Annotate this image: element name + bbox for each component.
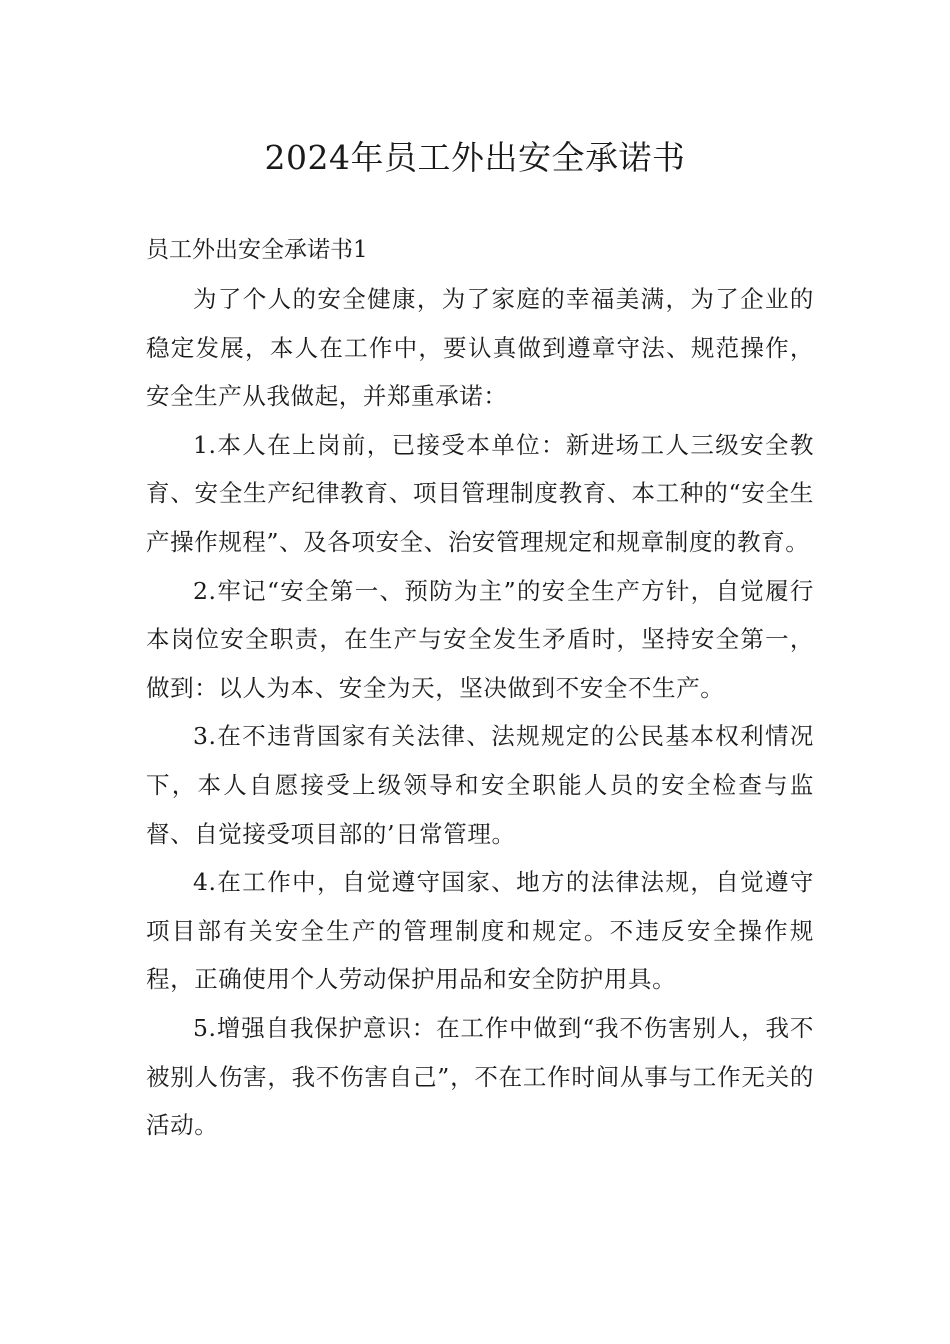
section-heading: 员工外出安全承诺书1 <box>146 237 368 263</box>
paragraph-intro: 为了个人的安全健康，为了家庭的幸福美满，为了企业的稳定发展，本人在工作中，要认真做到遵章守法、规范操作，安全生产从我做起，并郑重承诺： <box>146 285 814 411</box>
paragraph-item-2: 2.牢记“安全第一、预防为主”的安全生产方针，自觉履行本岗位安全职责，在生产与安全发生矛盾时，坚持安全第一，做到：以人为本、安全为天，坚决做到不安全不生产。 <box>146 576 814 702</box>
document-title: 2024年员工外出安全承诺书 <box>264 138 686 177</box>
paragraph-item-1: 1.本人在上岗前，已接受本单位：新进场工人三级安全教育、安全生产纪律教育、项目管理制度教育、本工种的“安全生产操作规程”、及各项安全、治安管理规定和规章制度的教育。 <box>146 430 814 556</box>
paragraph-item-4: 4.在工作中，自觉遵守国家、地方的法律法规，自觉遵守项目部有关安全生产的管理制度和规定。不违反安全操作规程，正确使用个人劳动保护用品和安全防护用具。 <box>146 868 814 994</box>
document-body <box>146 275 814 1150</box>
paragraph-item-5: 5.增强自我保护意识：在工作中做到“我不伤害别人，我不被别人伤害，我不伤害自己”，不在工作时间从事与工作无关的活动。 <box>146 1013 814 1140</box>
paragraph-item-3: 3.在不违背国家有关法律、法规规定的公民基本权利情况下，本人自愿接受上级领导和安全职能人员的安全检查与监督、自觉接受项目部的’日常管理。 <box>146 722 814 848</box>
